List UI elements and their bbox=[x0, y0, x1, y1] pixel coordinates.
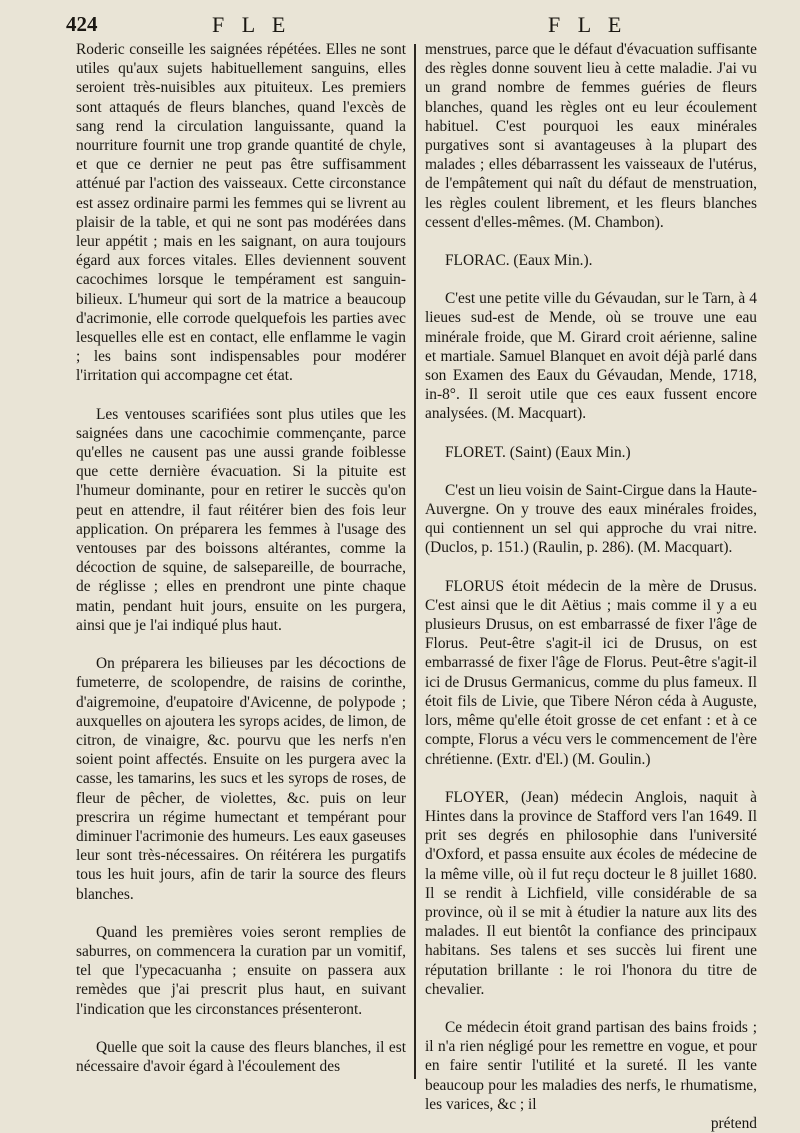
page-header bbox=[66, 10, 780, 38]
paragraph: On préparera les bilieuses par les décoctions de fumeterre, de scolopendre, de raisins de corinthe, d'aigremoine, d'eupatoire d'Avicenne, de polypode ; auxquelles on ajoutera les syrops acides, de limon, de citron, de vinaigre, &c. pourvu que les nerfs n'en soient point affectés. Ensuite on les purgera avec la casse, les tamarins, les sucs et les syrops de roses, de fleur de pêcher, de violettes, &c. puis on leur prescrira un régime humectant et tempérant pour diminuer l'acrimonie des humeurs. Les eaux gaseuses leur sont très-nécessaires. On réitérera les purgatifs tous les huit jours, afin de tarir la source des fleurs blanches. bbox=[76, 655, 406, 903]
paragraph: Les ventouses scarifiées sont plus utiles que les saignées dans une cacochimie commençante, parce qu'elles ne causent pas une aussi grande foiblesse que cette dernière évacuation. Si la pituite est l'humeur dominante, pour en retirer le succès qu'on peut en attendre, il faut réitérer bien des fois leur application. On préparera les femmes à l'usage des ventouses par des boissons altérantes, comme la décoction de squine, de salsepareille, de bourrache, de réglisse ; elles en prendront une pinte chaque matin, pendant huit jours, ensuite on les purgera, ainsi que je l'ai indiqué plus haut. bbox=[76, 405, 406, 634]
entry-floyer: FLOYER, (Jean) médecin Anglois, naquit à Hintes dans la province de Stafford vers l'an 1649. Il prit ses degrés en philosophie dans l'université d'Oxford, et passa ensuite aux écoles de médecine de la même ville, où il fut reçu docteur le 8 juillet 1680. Il se rendit à Lichfield, ville considérable de sa province, où il se mit à étudier la nature aux lits des malades. Il eut bientôt la confiance des principaux habitans. Ses talens et ses succès lui firent une réputation brillante : le roi l'honora du titre de chevalier. bbox=[425, 788, 757, 998]
paragraph: Ce médecin étoit grand partisan des bains froids ; il n'a rien négligé pour les remettre en vogue, et pour en faire sentir l'utilité et la sureté. Il les vante beaucoup pour les maladies des nerfs, le rhumatisme, les varices, &c ; il bbox=[425, 1018, 757, 1113]
entry-heading-florac: FLORAC. (Eaux Min.). bbox=[445, 252, 593, 270]
right-column bbox=[425, 40, 757, 1132]
paragraph: Quand les premières voies seront remplies de saburres, on commencera la curation par un vomitif, tel que l'ypecacuanha ; ensuite on passera aux remèdes que j'ai prescrit plus haut, en suivant l'indication que les circonstances présenteront. bbox=[76, 923, 406, 1018]
paragraph: C'est un lieu voisin de Saint-Cirgue dans la Haute-Auvergne. On y trouve des eaux minérales froides, qui contiennent un sel qui approche du vrai nitre. (Duclos, p. 151.) (Raulin, p. 286). (M. Macquart). bbox=[425, 481, 757, 557]
paragraph: menstrues, parce que le défaut d'évacuation suffisante des règles donne souvent lieu à cette maladie. J'ai vu un grand nombre de femmes guéries de fleurs blanches, quand les règles ont eu leur écoulement habituel. C'est pourquoi les eaux minérales purgatives sont si avantageuses à la plupart des malades ; elles débarrassent les vaisseaux de l'utérus, de l'empâtement qui naît du défaut de menstruation, les règles coulent librement, et les fleurs blanches cessent d'elles-mêmes. (M. Chambon). bbox=[425, 41, 757, 231]
catchword: prétend bbox=[710, 1114, 757, 1132]
entry-heading-floret: FLORET. (Saint) (Eaux Min.) bbox=[445, 443, 631, 461]
entry-florus: FLORUS étoit médecin de la mère de Drusus. C'est ainsi que le dit Aëtius ; mais comme il y a eu plusieurs Drusus, on est embarrassé de fixer l'âge de Florus. Peut-être s'agit-il ici de Drusus, on est embarrassé de fixer l'âge de Florus. Peut-être s'agit-il ici de Drusus Germanicus, comme du plus fameux. Il étoit fils de Livie, que Tibere Néron céda à Auguste, lors, même qu'elle étoit grosse de cet enfant : et à ce compte, Florus a vécu vers le commencement de l'ère chrétienne. (Extr. d'El.) (M. Goulin.) bbox=[425, 577, 757, 768]
running-head-left: F L E bbox=[212, 12, 292, 37]
column-divider bbox=[414, 44, 416, 1079]
paragraph: C'est une petite ville du Gévaudan, sur le Tarn, à 4 lieues sud-est de Mende, où se trouve une eau minérale froide, que M. Girard croit aérienne, saline et martiale. Samuel Blanquet en avoit déjà parlé dans son Examen des Eaux du Gévaudan, Mende, 1718, in-8°. Il seroit utile que ces eaux fussent encore analysées. (M. Macquart). bbox=[425, 290, 757, 423]
paragraph: Quelle que soit la cause des fleurs blanches, il est nécessaire d'avoir égard à l'écoulement des bbox=[76, 1038, 406, 1075]
page-number: 424 bbox=[66, 12, 98, 36]
left-column bbox=[76, 40, 406, 1075]
running-head-right: F L E bbox=[548, 12, 628, 37]
paragraph: Roderic conseille les saignées répétées. Elles ne sont utiles qu'aux sujets habituellement sanguins, elles seroient très-nuisibles aux pituiteux. Les premiers sont attaqués de fleurs blanches, quand l'excès de sang rend la circulation languissante, quand la nourriture fournit une trop grande quantité de chyle, et que ce dernier ne peut pas être suffisamment atténué par l'action des vaisseaux. Cette circonstance est assez ordinaire parmi les femmes qui se livrent au plaisir de la table, et qui ne sont pas modérées dans leur appétit ; mais en les saignant, on aura toujours égard aux forces vitales. Elles deviennent souvent cacochimes lorsque le tempérament est sanguin-bilieux. L'humeur qui sort de la matrice a beaucoup d'acrimonie, elle corrode quelquefois les parties avec lesquelles elle est en contact, elle enflamme le vagin ; les bains sont indispensables pour modérer l'irritation qui accompagne cet état. bbox=[76, 41, 406, 385]
